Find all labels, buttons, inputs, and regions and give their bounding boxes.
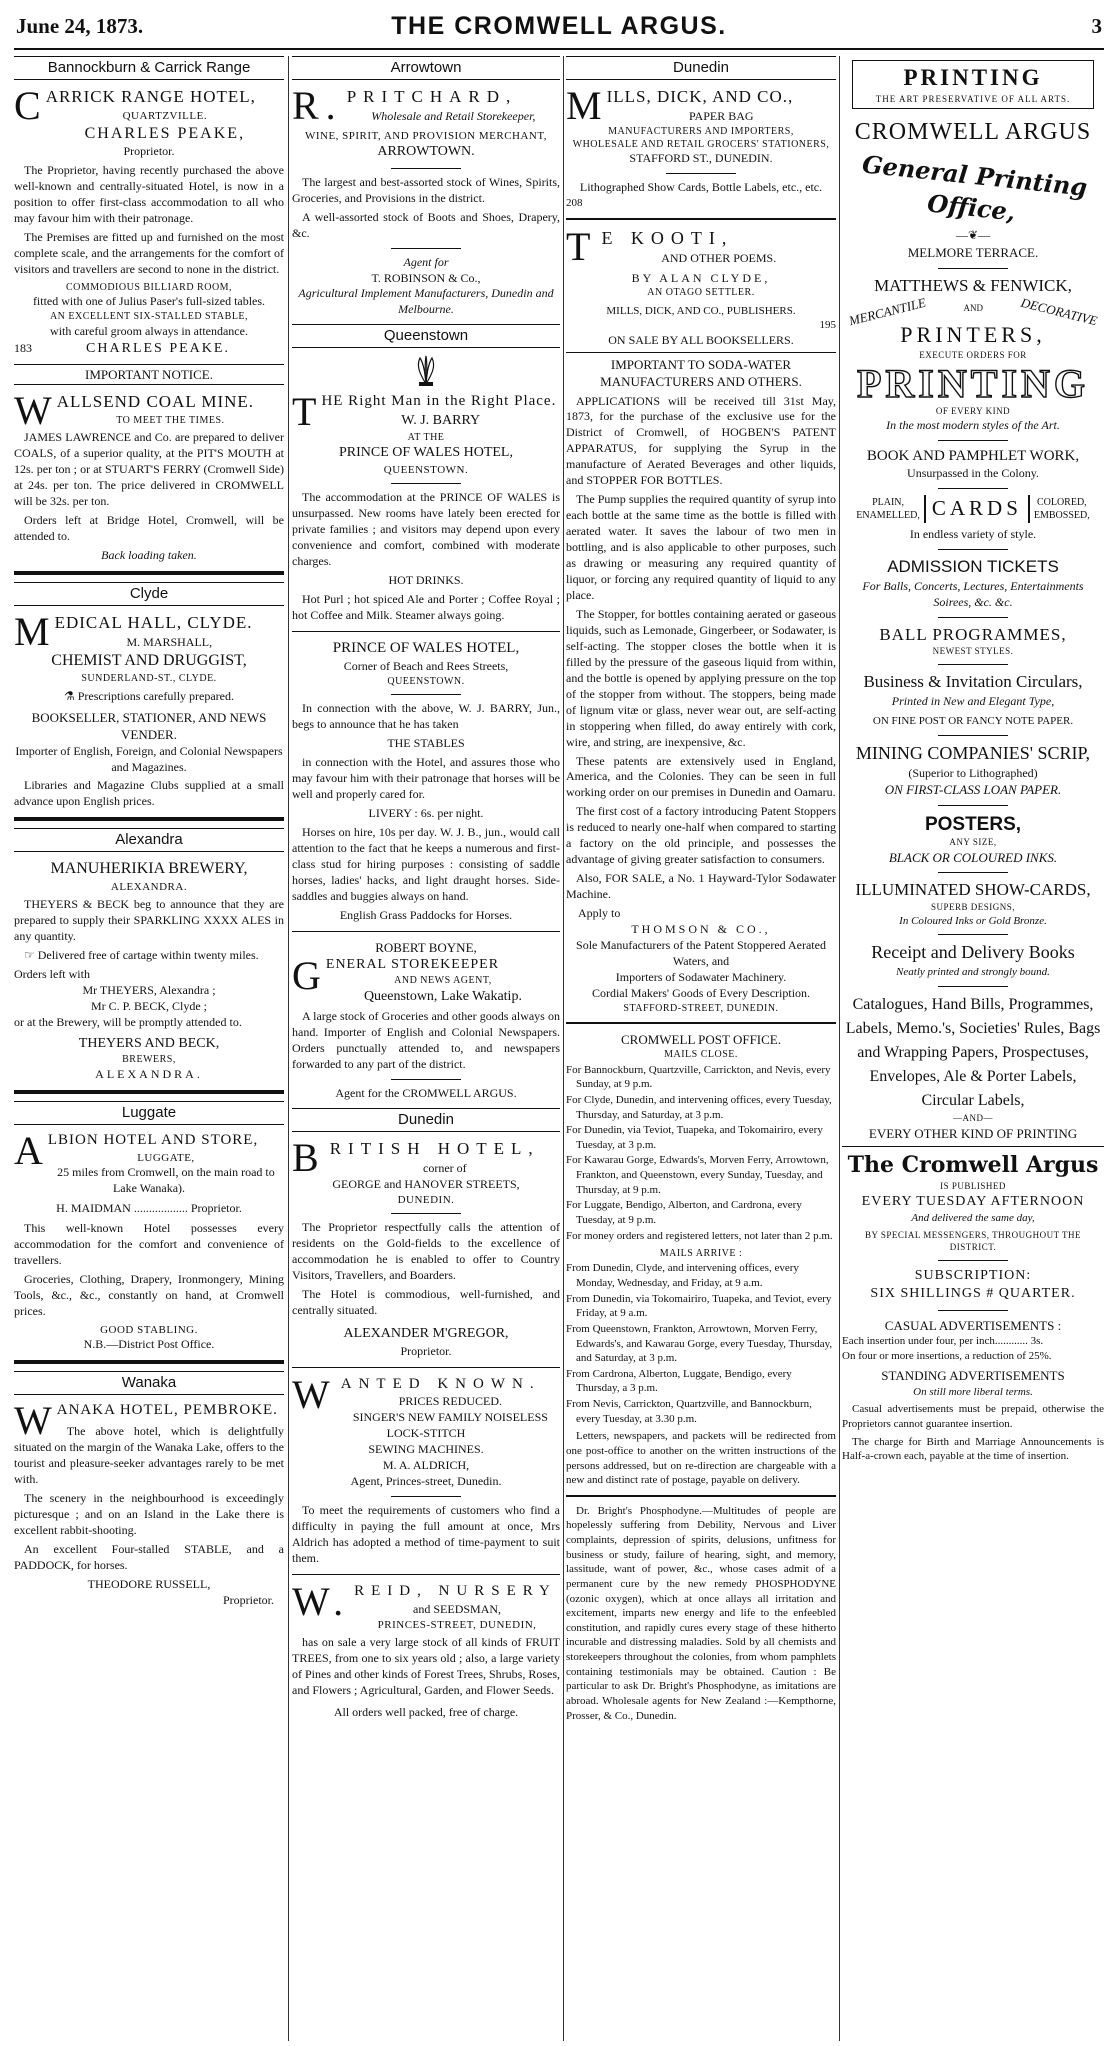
divider [292, 1574, 560, 1575]
divider [391, 483, 461, 484]
newspaper-title: THE CROMWELL ARGUS. [391, 12, 727, 40]
advert-line: AT THE [407, 431, 445, 443]
every-other-label: EVERY OTHER KIND OF PRINTING [868, 1126, 1078, 1141]
advert-title: WANAKA HOTEL, PEMBROKE. [14, 1398, 278, 1444]
advert-place: LUGGATE, [137, 1151, 195, 1164]
divider [842, 1146, 1104, 1147]
proprietor-role: Proprietor. [223, 1592, 274, 1607]
schedule-title: CROMWELL POST OFFICE. [621, 1032, 781, 1048]
divider [391, 248, 461, 249]
advert-title: MILLS, DICK, AND CO., [566, 82, 794, 128]
divider [14, 571, 284, 575]
advert-address: STAFFORD ST., DUNEDIN. [629, 151, 773, 166]
advert-number: 208 [566, 197, 583, 209]
advert-barry [292, 354, 560, 624]
delivered-label: And delivered the same day, [911, 1212, 1035, 1225]
divider [292, 931, 560, 932]
standing-ads-label: STANDING ADVERTISEMENTS [881, 1368, 1065, 1384]
advert-albion-hotel [14, 1127, 284, 1354]
colored-label: COLORED, [1036, 497, 1087, 509]
advert-place: DUNEDIN. [397, 1193, 455, 1206]
mail-close-item: For Luggate, Bendigo, Alberton, and Cardrona, every Tuesday, at 9 p.m. [566, 1199, 802, 1226]
advert-title: R.PRITCHARD, [292, 82, 518, 128]
fine-post-label: ON FINE POST OR FANCY NOTE PAPER. [872, 714, 1074, 727]
mail-arrive-item: From Nevis, Carrickton, Quartzville, and Bannockburn, every Tuesday, at 3.30 p.m. [566, 1398, 812, 1425]
advert-line: AND NEWS AGENT, [394, 975, 492, 987]
proprietor-role: Proprietor. [400, 1343, 452, 1358]
mail-arrive-item: From Dunedin, Clyde, and intervening offices, every Monday, Wednesday, and Friday, at 9 a.m. [566, 1262, 799, 1290]
advert-line: LOCK-STITCH [386, 1426, 466, 1441]
advert-place: ALEXANDRA. [110, 880, 188, 893]
advert-title: WANTED KNOWN. [292, 1371, 541, 1417]
section-header: Bannockburn & Carrick Range [14, 56, 284, 80]
superb-label: SUPERB DESIGNS, [930, 901, 1016, 912]
argus-blackletter: The Cromwell Argus [847, 1152, 1099, 1179]
divider [938, 872, 1008, 873]
advert-line: Mr C. P. BECK, Clyde ; [90, 998, 207, 1013]
and-label: AND [963, 303, 983, 314]
advert-reid-nursery [292, 1578, 560, 1721]
mail-arrive-item: From Cardrona, Alberton, Luggate, Bendigo, every Thursday, a 3 p.m. [566, 1367, 792, 1395]
mail-arrive-item: From Queenstown, Frankton, Arrowtown, Morven Ferry, Edwards's, and Kawarau Gorge, every Tuesday, Thursday, and Saturday, at 3 p.m. [566, 1322, 833, 1365]
advert-line: AND OTHER POEMS. [661, 250, 777, 265]
advert-text: These patents are extensively used in England, America, and the Colonies. They can be seen in full working order on our premises in Dunedin and Oamaru. [566, 753, 836, 800]
advert-line: PRICES REDUCED. [398, 1394, 503, 1409]
schedule-subtitle: MAILS CLOSE. [664, 1049, 738, 1061]
column-4 [842, 56, 1104, 2041]
divider [938, 986, 1008, 987]
printers-label: PRINTERS, [900, 322, 1046, 348]
advert-line: Back loading taken. [101, 548, 197, 563]
advert-line: H. MAIDMAN .................. Proprietor. [56, 1201, 242, 1216]
section-header: Wanaka [14, 1371, 284, 1395]
proprietor-name: THEODORE RUSSELL, [87, 1576, 211, 1591]
advert-text: The Proprietor, having recently purchased the above well-known and centrally-situated Hotel, is now in a position to offer first-class accommodation to all who may favour him with their patronage. [14, 163, 284, 226]
mail-close-item: For money orders and registered letters, not later than 2 p.m. [566, 1229, 833, 1242]
advert-title: THE Right Man in the Right Place. [292, 389, 557, 435]
black-inks-label: BLACK OR COLOURED INKS. [888, 849, 1058, 865]
advert-title: BRITISH HOTEL, [292, 1135, 540, 1181]
casual-ads-label: CASUAL ADVERTISEMENTS : [884, 1317, 1062, 1333]
advert-title: PRINCE OF WALES HOTEL, [332, 640, 520, 656]
casual-rate: Each insertion under four, per inch............ 3s. [842, 1335, 1044, 1348]
general-printing-office: General Printing Office, [860, 149, 1089, 227]
advert-line: fitted with one of Julius Paser's full-sized tables. [32, 294, 266, 309]
subscription-label: SUBSCRIPTION: [914, 1267, 1032, 1283]
advert-soda-water [566, 356, 836, 1015]
divider [938, 805, 1008, 806]
advert-line: M. A. ALDRICH, [382, 1458, 470, 1473]
column-1 [14, 56, 284, 2041]
advert-text: The Pump supplies the required quantity of syrup into each bottle at the same time as the bottle is filled with aerated water. It saves the labour of two men in bottling, and is also applicable to other purposes, such as drawing or measuring any required quantity of liquor, or forcing any required quantity of liquid to any place. [566, 492, 836, 602]
advert-line: THE STABLES [387, 736, 465, 751]
divider [938, 1260, 1008, 1261]
advert-line: GEORGE and HANOVER STREETS, [332, 1176, 520, 1191]
advert-text: Groceries, Clothing, Drapery, Ironmongery, Mining Tools, &c., &c., constantly on hand, at Cromwell prices. [14, 1271, 284, 1318]
quarter-price-label: SIX SHILLINGS # QUARTER. [870, 1286, 1076, 1302]
proprietor-name: ROBERT BOYNE, [375, 939, 477, 955]
ornament-title: PRINTING [903, 65, 1043, 90]
published-label: IS PUBLISHED [940, 1180, 1006, 1191]
divider [938, 934, 1008, 935]
advert-text: has on sale a very large stock of all kinds of FRUIT TREES, from one to six years old ; also, a large variety of Pines and other kinds of Forest Trees, Shrubs, Roses, and Flowers ; Agricultural, Garden, and Flower Seeds. [292, 1635, 560, 1698]
section-header: Dunedin [292, 1108, 560, 1132]
advert-place: QUEENSTOWN. [383, 463, 469, 476]
business-circulars-label: Business & Invitation Circulars, [863, 672, 1083, 692]
proprietor-name: M. MARSHALL, [126, 634, 213, 649]
firm-name: MATTHEWS & FENWICK, [874, 275, 1072, 295]
proprietor-name: W. J. BARRY [401, 413, 481, 429]
advert-line: BREWERS, [122, 1054, 176, 1066]
advert-title: W.REID, NURSERY [292, 1578, 557, 1624]
advert-place: ARROWTOWN. [377, 144, 475, 160]
advert-title: IMPORTANT TO SODA-WATER MANUFACTURERS AND OTHERS. [600, 356, 802, 390]
advert-number: 183 [14, 340, 32, 355]
advert-text: The above hotel, which is delightfully situated on the margin of the Wanaka Lake, offers to the tourist and pleasure-seeker advantages rarely to be met with. [14, 1424, 284, 1487]
advert-manuherikia-brewery [14, 858, 284, 1082]
advert-address: STAFFORD-STREET, DUNEDIN. [623, 1002, 779, 1014]
every-kind-label: OF EVERY KIND [935, 405, 1011, 416]
advert-line: GOOD STABLING. [100, 1323, 198, 1336]
divider [292, 631, 560, 632]
divider [14, 1090, 284, 1094]
advert-line: PAPER BAG [688, 108, 754, 123]
divider [566, 218, 836, 220]
printing-ornament-box [852, 60, 1094, 109]
pointing-hand-icon: ☞ [24, 948, 38, 963]
post-office-schedule [566, 1031, 836, 1488]
endless-label: In endless variety of style. [909, 527, 1037, 542]
advert-signature: THEYERS AND BECK, [78, 1035, 220, 1051]
advert-line: Apply to [578, 906, 621, 921]
divider [938, 268, 1008, 269]
advert-line: MILLS, DICK, AND CO., PUBLISHERS. [606, 304, 796, 317]
column-2 [292, 56, 560, 2041]
advert-title: MEDICAL HALL, CLYDE. [14, 608, 253, 654]
advert-place: Queenstown, Lake Wakatip. [363, 988, 522, 1004]
newest-styles-label: NEWEST STYLES. [932, 646, 1014, 657]
advert-line: Orders left with [14, 967, 90, 982]
advert-title: TE KOOTI, [566, 223, 734, 269]
advert-address: SUNDERLAND-ST., CLYDE. [81, 672, 217, 684]
divider [938, 735, 1008, 736]
neatly-label: Neatly printed and strongly bound. [896, 966, 1050, 979]
advert-phosphodyne: Dr. Bright's Phosphodyne.—Multitudes of people are hopelessly suffering from Debility, Nervous and Liver complaints, depression of spirits, delusions, unfitness for business or study, failure of hearing, sight, and memory, lassitude, want of power, &c., whose cases admit of a permanent cure by the new remedy PHOSPHODYNE (ozonic oxygen), which at once allays all irritation and excitement, imparts new energy and life to the enfeebled constitution, and rapidly cures every stage of these hitherto incurable and distressing maladies. Sold by all chemists and storekeepers throughout the colonies, from whom pamphlets containing testimonials may be obtained. Caution : Be particular to ask Dr. Bright's Phosphodyne, as imitations are abroad. Wholesale agents for New Zealand :—Kempthorne, Prosser, & Co., Dunedin. [566, 1504, 836, 1722]
advert-text: The scenery in the neighbourhood is exceedingly picturesque ; and on an Island in the Lake there is excellent rabbit-shooting. [14, 1491, 284, 1537]
advert-text: in connection with the Hotel, and assures those who may favour him with their patronage that horses will be well and properly cared for. [292, 755, 560, 801]
advert-signature: CHARLES PEAKE. [86, 340, 230, 356]
enamelled-label: ENAMELLED, [856, 510, 920, 522]
advert-line: WHOLESALE AND RETAIL GROCERS' STATIONERS, [572, 138, 830, 150]
advert-text: In connection with the above, W. J. BARRY, Jun., begs to announce that he has taken [292, 701, 560, 732]
admission-tickets-label: ADMISSION TICKETS [887, 557, 1059, 577]
advert-line: PRINCE OF WALES HOTEL, [339, 445, 513, 461]
advert-text: The accommodation at the PRINCE OF WALES is unsurpassed. New rooms have lately been erected for private families ; and visitors may depend upon every convenience and comfort, combined with moderate charges. [292, 490, 560, 569]
advert-line: Sole Manufacturers of the Patent Stoppered Aerated Waters, and [576, 937, 826, 968]
plain-label: PLAIN, [872, 497, 905, 509]
section-header: Alexandra [14, 828, 284, 852]
charge-note: The charge for Birth and Marriage Announcements is Half-a-crown each, payable at the time of insertion. [842, 1435, 1104, 1463]
advert-wallsend-coal [14, 388, 284, 564]
advert-title: GENERAL STOREKEEPER [292, 952, 500, 998]
divider [938, 488, 1008, 489]
and-rule: —AND— [953, 1113, 993, 1124]
advert-mills-dick [566, 82, 836, 211]
advert-place: QUEENSTOWN. [387, 675, 465, 687]
advert-place: ALEXANDRA. [95, 1066, 203, 1081]
mortar-pestle-icon: ⚗ [63, 689, 78, 704]
advert-line: corner of [423, 1160, 467, 1175]
advert-signature: THOMSON & CO., [631, 922, 771, 937]
advert-text: A large stock of Groceries and other goods always on hand. Importer of English and Colonial Newspapers. Orders punctually attended to, and newspapers forwarded to any part of the district. [292, 1009, 560, 1072]
divider [938, 1310, 1008, 1311]
section-header: Arrowtown [292, 56, 560, 80]
printed-new-label: Printed in New and Elegant Type, [891, 694, 1055, 708]
receipt-books-label: Receipt and Delivery Books [871, 942, 1075, 963]
section-header: Clyde [14, 582, 284, 606]
advert-line: Prescriptions carefully prepared. [77, 689, 235, 704]
advert-text: A well-assorted stock of Boots and Shoes, Drapery, &c. [292, 209, 560, 240]
divider [14, 817, 284, 821]
advert-title: CARRICK RANGE HOTEL, [14, 82, 256, 128]
advert-line: T. ROBINSON & Co., [371, 270, 481, 285]
liberal-terms-label: On still more liberal terms. [913, 1385, 1033, 1398]
ornament: —❦— [955, 228, 991, 243]
advert-title: MANUHERIKIA BREWERY, [50, 860, 248, 878]
proprietor-name: ALEXANDER M'GREGOR, [343, 1325, 509, 1341]
divider [292, 1367, 560, 1368]
page-number: 3 [1091, 14, 1102, 38]
advert-subtitle: TO MEET THE TIMES. [116, 415, 225, 427]
advert-title: WALLSEND COAL MINE. [14, 388, 255, 434]
column-rule [288, 56, 289, 2041]
execute-label: EXECUTE ORDERS FOR [919, 349, 1027, 360]
catalogues-label: Catalogues, Hand Bills, Programmes, Labels, Memo.'s, Societies' Rules, Bags and Wrapping Papers, Prospectuses, Envelopes, Ale & Porter Labels, Circular Labels, [845, 996, 1101, 1110]
cards-row [842, 495, 1104, 523]
advert-line: All orders well packed, free of charge. [333, 1705, 519, 1720]
advert-line: 25 miles from Cromwell, on the main road to Lake Wanaka). [57, 1165, 275, 1196]
section-header: Queenstown [292, 324, 560, 348]
embossed-label: EMBOSSED, [1033, 510, 1090, 522]
advert-address: PRINCES-STREET, DUNEDIN, [377, 1618, 537, 1631]
divider [391, 168, 461, 169]
advert-line: with careful groom always in attendance. [50, 323, 248, 338]
modern-styles-label: In the most modern styles of the Art. [886, 417, 1060, 432]
advert-text: Hot Purl ; hot spiced Ale and Porter ; Coffee Royal ; hot Coffee and Milk. Steamer always going. [292, 592, 560, 623]
advert-text: Delivered free of cartage within twenty miles. [37, 948, 259, 963]
divider [666, 173, 736, 174]
advert-subtitle: Wholesale and Retail Storekeeper, [371, 108, 536, 123]
advert-line: Agent, Princes-street, Dunedin. [350, 1474, 502, 1489]
balls-label: For Balls, Concerts, Lectures, Entertainments Soirees, &c. &c. [862, 578, 1084, 609]
mail-arrive-item: From Dunedin, via Tokomairiro, Tuapeka, and Teviot, every Friday, at 9 a.m. [566, 1292, 832, 1320]
schedule-note: Letters, newspapers, and packets will be redirected from one post-office to another on the written instructions of the persons addressed, but on re-direction are chargeable with a new and distinct rate of postage, payable on delivery. [566, 1430, 836, 1487]
address: MELMORE TERRACE. [907, 245, 1039, 261]
divider [566, 1022, 836, 1024]
schedule-subtitle: MAILS ARRIVE : [659, 1248, 743, 1260]
advert-place: QUARTZVILLE. [122, 109, 208, 122]
unsurpassed-label: Unsurpassed in the Colony. [907, 466, 1039, 481]
advert-line: Importers of Sodawater Machinery. [615, 969, 787, 984]
advert-text: Horses on hire, 10s per day. W. J. B., jun., would call attention to the fact that he keeps a numerous and first-class stud for hiring purposes : consisting of saddle horses, ladies' hacks, and light draught horses. Side-saddles and buggies always on hand. [292, 824, 560, 903]
advert-line: and SEEDSMAN, [413, 1601, 502, 1616]
advert-text: Orders left at Bridge Hotel, Cromwell, will be attended to. [14, 513, 284, 544]
advert-line: or at the Brewery, will be promptly attended to. [14, 1014, 242, 1029]
mail-close-item: For Bannockburn, Quartzville, Carrickton, and Nevis, every Sunday, at 9 p.m. [566, 1063, 831, 1091]
any-size-label: ANY SIZE, [949, 837, 997, 848]
divider [566, 1495, 836, 1497]
advert-prince-of-wales [292, 639, 560, 924]
section-header: Dunedin [566, 56, 836, 80]
advert-line: ON SALE BY ALL BOOKSELLERS. [608, 333, 794, 348]
advert-text: An excellent Four-stalled STABLE, and a PADDOCK, for horses. [14, 1541, 284, 1572]
issue-date: June 24, 1873. [16, 14, 144, 38]
advert-wanted-known [292, 1371, 560, 1567]
loan-paper-label: ON FIRST-CLASS LOAN PAPER. [884, 782, 1062, 798]
mail-close-item: For Clyde, Dunedin, and intervening offices, every Tuesday, Thursday, and Saturday, at 3 p.m. [566, 1093, 832, 1121]
advert-text: JAMES LAWRENCE and Co. are prepared to deliver COALS, of a superior quality, at the PIT'S MOUTH at 12s. per ton ; or at STUART'S FERRY (Cromwell Side) at 24s. per ton. The price delivered in CROMWELL will be 32s. per ton. [14, 430, 284, 509]
casual-note: Casual advertisements must be prepaid, otherwise the Proprietors cannot guarantee insertion. [842, 1403, 1104, 1430]
posters-label: POSTERS, [924, 813, 1022, 835]
advert-line: HOT DRINKS. [388, 573, 464, 588]
ball-programmes-label: BALL PROGRAMMES, [879, 624, 1067, 644]
divider [938, 617, 1008, 618]
divider [938, 440, 1008, 441]
advert-title: ALBION HOTEL AND STORE, [14, 1127, 259, 1173]
cards-label: CARDS [924, 495, 1030, 523]
mining-scrip-label: MINING COMPANIES' SCRIP, [855, 742, 1091, 763]
advert-te-kooti [566, 223, 836, 349]
divider [391, 1079, 461, 1080]
column-3 [566, 56, 836, 2041]
advert-text: This well-known Hotel possesses every accommodation for the comfort and convenience of travellers. [14, 1221, 284, 1267]
argus-title: CROMWELL ARGUS [854, 118, 1092, 145]
advert-carrick-range-hotel [14, 82, 284, 358]
advert-text: The Hotel is commodious, well-furnished, and centrally situated. [292, 1287, 560, 1317]
divider [566, 352, 836, 353]
section-header: Luggate [14, 1101, 284, 1125]
divider [938, 664, 1008, 665]
notice-header: IMPORTANT NOTICE. [14, 364, 284, 385]
advert-line: BOOKSELLER, STATIONER, AND NEWS VENDER. [31, 710, 267, 743]
advert-line: Agent for [403, 254, 449, 269]
divider [938, 549, 1008, 550]
advert-line: Agent for the CROMWELL ARGUS. [335, 1086, 517, 1101]
advert-british-hotel [292, 1135, 560, 1359]
casual-reduction: On four or more insertions, a reduction of 25%. [842, 1349, 1052, 1362]
advert-text: The first cost of a factory introducing Patent Stoppers is reduced to nearly one-half when compared to starting a factory on the old principle, and possesses the advantage of giving greater satisfaction to consumers. [566, 804, 836, 867]
mail-close-item: For Dunedin, via Teviot, Tuapeka, and Tokomairiro, every Tuesday, at 3 p.m. [566, 1124, 823, 1151]
divider [391, 694, 461, 695]
advert-line: AN OTAGO SETTLER. [647, 287, 755, 299]
advert-line: SEWING MACHINES. [368, 1442, 484, 1457]
advert-line: Mr THEYERS, Alexandra ; [82, 982, 216, 997]
advert-text: The Premises are fitted up and furnished on the most complete scale, and the arrangements for the comfort of visitors and travellers are second to none in the district. [14, 230, 284, 277]
tuesday-label: EVERY TUESDAY AFTERNOON [861, 1193, 1085, 1209]
advert-line: Cordial Makers' Goods of Every Description. [591, 985, 811, 1000]
divider [14, 1360, 284, 1364]
advert-line: MANUFACTURERS AND IMPORTERS, [608, 125, 794, 137]
advert-number: 195 [819, 319, 836, 332]
divider [391, 1496, 461, 1497]
decorative-label: DECORATIVE [1019, 294, 1099, 329]
advert-line: Corner of Beach and Rees Streets, [343, 658, 509, 673]
gold-bronze-label: In Coloured Inks or Gold Bronze. [899, 914, 1047, 927]
advert-line: WINE, SPIRIT, AND PROVISION MERCHANT, [304, 129, 548, 142]
advert-robert-boyne [292, 939, 560, 1103]
superior-label: (Superior to Lithographed) [908, 765, 1038, 780]
proprietor-name: CHARLES PEAKE, [84, 125, 246, 143]
masthead [14, 10, 1104, 50]
advert-line: N.B.—District Post Office. [83, 1337, 215, 1352]
advert-line: English Grass Paddocks for Horses. [339, 907, 513, 922]
messengers-label: BY SPECIAL MESSENGERS, THROUGHOUT THE DISTRICT. [864, 1229, 1082, 1252]
advert-line: Lithographed Show Cards, Bottle Labels, etc., etc. [579, 180, 823, 195]
advert-text: The Proprietor respectfully calls the attention of residents on the Gold-fields to the excellence of accommodation he is enabled to offer to Country Visitors, Travellers, and Boarders. [292, 1220, 560, 1283]
proprietor-role: Proprietor. [123, 144, 175, 159]
column-rule [839, 56, 840, 2041]
advert-pritchard [292, 82, 560, 318]
advert-wanaka-hotel [14, 1398, 284, 1608]
mail-close-item: For Kawarau Gorge, Edwards's, Morven Ferry, Arrowtown, Frankton, and Queenstown, every Sunday, Tuesday, and Thursday, at 9 p.m. [566, 1154, 829, 1196]
illuminated-label: ILLUMINATED SHOW-CARDS, [855, 880, 1091, 900]
divider [391, 1213, 461, 1214]
advert-line: BY ALAN CLYDE, [631, 270, 771, 285]
feathers-crest-icon [406, 354, 446, 388]
advert-text: The largest and best-assorted stock of Wines, Spirits, Groceries, and Provisions in the district. [292, 174, 560, 205]
ornament-motto: THE ART PRESERVATIVE OF ALL ARTS. [875, 93, 1071, 104]
advert-line: LIVERY : 6s. per night. [368, 805, 484, 820]
advert-line: Agricultural Implement Manufacturers, Dunedin and Melbourne. [298, 286, 554, 317]
advert-line: COMMODIOUS BILLIARD ROOM, [65, 282, 233, 294]
advert-text: Also, FOR SALE, a No. 1 Hayward-Tylor Sodawater Machine. [566, 871, 836, 902]
book-work-label: BOOK AND PAMPHLET WORK, [866, 447, 1080, 464]
mercantile-label: MERCANTILE [847, 294, 928, 329]
advert-line: Importer of English, Foreign, and Colonial Newspapers and Magazines. [15, 743, 283, 774]
printing-banner: PRINTING [856, 360, 1090, 406]
advert-text: The Stopper, for bottles containing aerated or gaseous liquids, such as Lemonade, Gingerbeer, or Sodawater, is self-acting. The stopper closes the bottle when it is filled by the pressure of the gaseous liquid from within, and the bottle is opened by applying pressure on the top of the stopper from without. The stoppers, being made of lignum vitæ or glass, never wear out, are self-acting in stoppering when filled, do away entirely with cork, wire, and string, are inexpensive, &c. [566, 606, 836, 749]
advert-text: To meet the requirements of customers who find a difficulty in paying the full amount at once, Mrs Aldrich has adopted a method of time-payment to suit them. [292, 1503, 560, 1566]
advert-text: APPLICATIONS will be received till 31st May, 1873, for the purchase of the exclusive use for the District of Cromwell, of HOGBEN'S PATENT APPARATUS, for supplying the Syrup in the manufacture of Aerated Beverages and other liquids, and STOPPER FOR BOTTLES. [566, 393, 836, 488]
advert-text: Libraries and Magazine Clubs supplied at a small advance upon English prices. [14, 778, 284, 809]
advert-medical-hall [14, 608, 284, 810]
advert-line: AN EXCELLENT SIX-STALLED STABLE, [49, 311, 249, 323]
advert-line: SINGER'S NEW FAMILY NOISELESS [352, 1410, 548, 1425]
advert-line: CHEMIST AND DRUGGIST, [51, 652, 247, 670]
advert-text: THEYERS & BECK beg to announce that they are prepared to supply their SPARKLING XXXX ALES in any quantity. [14, 897, 284, 944]
column-rule [563, 56, 564, 2041]
